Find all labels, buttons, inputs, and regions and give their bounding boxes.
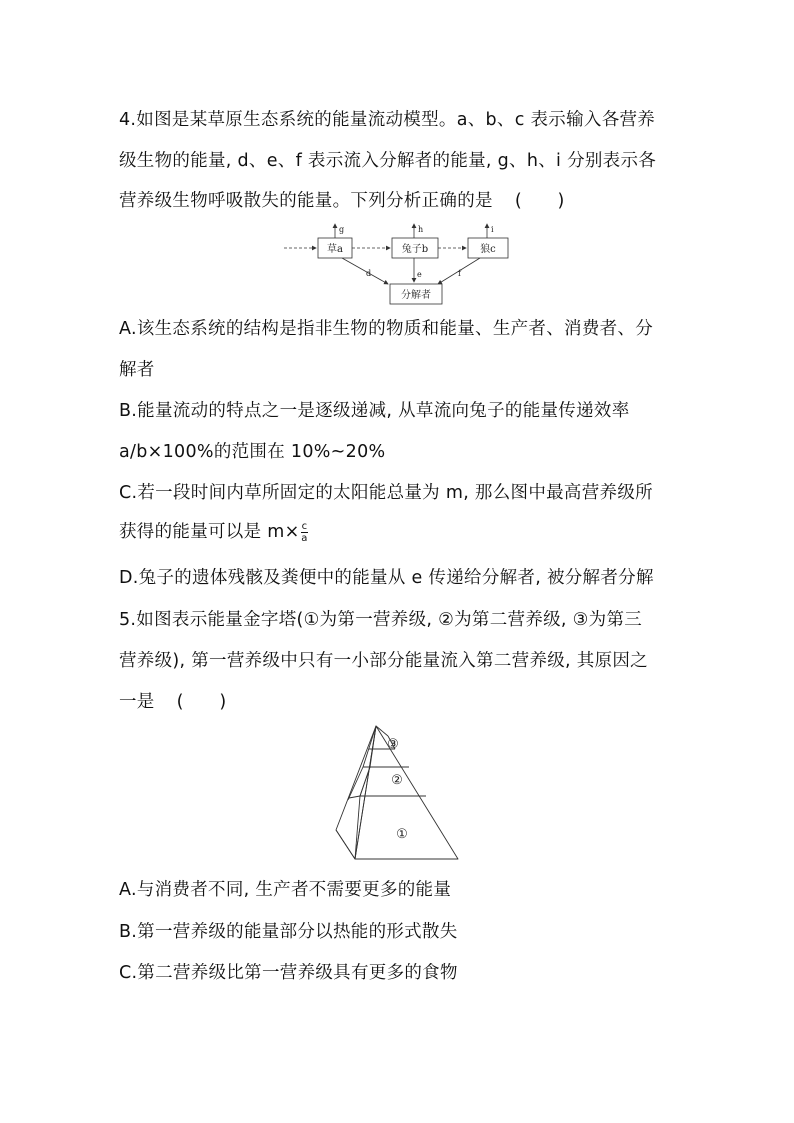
fraction-c-over-a — [301, 521, 309, 544]
label-h: h — [418, 225, 424, 234]
q4-stem-line-1: 4.如图是某草原生态系统的能量流动模型。a、b、c 表示输入各营养 — [119, 110, 656, 130]
q4-answer-paren: ( ) — [514, 191, 565, 211]
label-i: i — [491, 225, 494, 234]
q5-stem-line-1: 5.如图表示能量金字塔(①为第一营养级, ②为第二营养级, ③为第三 — [119, 610, 643, 630]
energy-flow-diagram — [280, 218, 520, 308]
q4-stem-line-2: 级生物的能量, d、e、f 表示流入分解者的能量, g、h、i 分别表示各 — [119, 151, 657, 171]
fraction-denominator: a — [301, 532, 308, 544]
label-e: e — [417, 270, 422, 279]
box-wolf: 狼c — [480, 244, 496, 255]
q4-option-b-line-1: B.能量流动的特点之一是逐级递减, 从草流向兔子的能量传递效率 — [119, 401, 630, 421]
q4-stem-text: 营养级生物呼吸散失的能量。下列分析正确的是 — [119, 191, 493, 211]
box-rabbit: 兔子b — [401, 244, 429, 255]
pyramid-level-2: ② — [391, 773, 403, 788]
q4-stem-line-3 — [119, 187, 565, 212]
q5-option-c: C.第二营养级比第一营养级具有更多的食物 — [119, 963, 458, 983]
box-grass: 草a — [327, 244, 343, 255]
q5-stem-line-2: 营养级), 第一营养级中只有一小部分能量流入第二营养级, 其原因之 — [119, 651, 648, 671]
q5-option-a: A.与消费者不同, 生产者不需要更多的能量 — [119, 880, 452, 900]
pyramid-level-1: ① — [396, 827, 408, 842]
q4-option-a-line-2: 解者 — [119, 360, 155, 380]
energy-pyramid — [330, 720, 470, 865]
q4-option-d: D.兔子的遗体残骸及粪便中的能量从 e 传递给分解者, 被分解者分解 — [119, 568, 654, 588]
label-g: g — [339, 225, 345, 234]
fraction-numerator: c — [301, 520, 308, 532]
q5-answer-paren: ( ) — [176, 692, 227, 712]
box-decomposer: 分解者 — [401, 290, 431, 301]
q4-option-b-line-2: a/b×100%的范围在 10%~20% — [119, 442, 386, 462]
label-f: f — [458, 269, 461, 278]
q4-option-c-line-2 — [119, 518, 308, 544]
q4-option-c-text: 获得的能量可以是 m× — [119, 522, 300, 542]
q4-option-a-line-1: A.该生态系统的结构是指非生物的物质和能量、生产者、消费者、分 — [119, 319, 654, 339]
pyramid-level-3: ③ — [387, 737, 399, 752]
q5-option-b: B.第一营养级的能量部分以热能的形式散失 — [119, 922, 458, 942]
q5-stem-line-3 — [119, 688, 226, 713]
label-d: d — [366, 269, 372, 278]
q5-stem-text: 一是 — [119, 692, 155, 712]
q4-option-c-line-1: C.若一段时间内草所固定的太阳能总量为 m, 那么图中最高营养级所 — [119, 483, 653, 503]
